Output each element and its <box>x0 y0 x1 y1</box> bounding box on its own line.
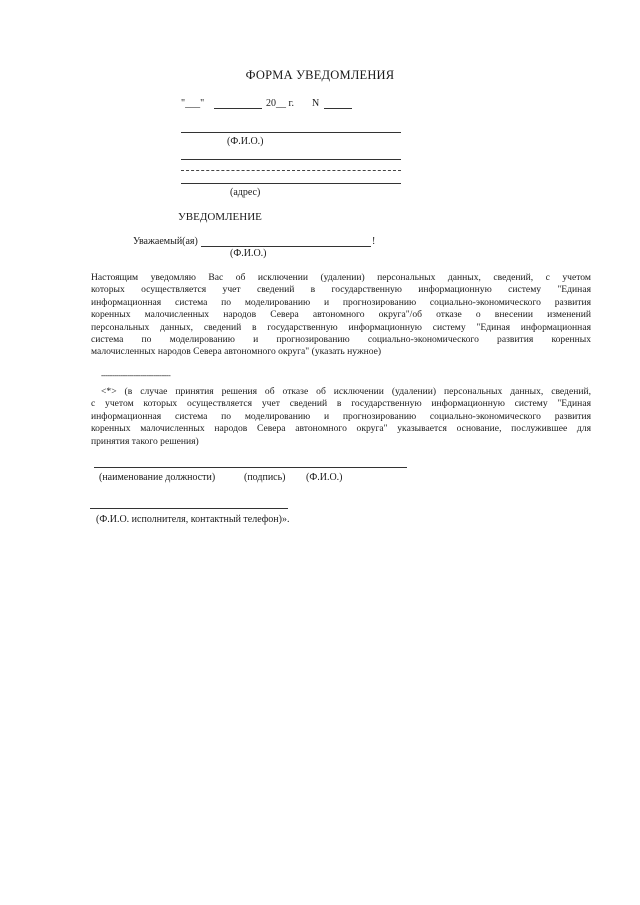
signature-line <box>94 467 407 468</box>
address-caption: (адрес) <box>230 187 261 198</box>
address-line-3 <box>181 183 401 184</box>
address-line-1 <box>181 159 401 160</box>
greeting-prefix: Уважаемый(ая) <box>133 236 198 247</box>
date-month-blank <box>214 108 262 109</box>
address-line-2 <box>181 170 401 171</box>
main-text-line: информационная система по моделированию и прогнозированию социально-экономического развития <box>91 296 591 308</box>
main-text-line: Настоящим уведомляю Вас об исключении (удалении) персональных данных, сведений, с учетом <box>91 272 591 283</box>
main-text-line: которых осуществляется учет сведений в государственную информационную систему "Единая <box>91 284 591 296</box>
footnote-text-line: с учетом которых осуществляется учет сведений в государственную информационную систему "Единая <box>91 398 591 410</box>
date-year: 20__ г. <box>266 98 294 109</box>
footnote-separator: -------------------------------- <box>101 371 171 380</box>
main-paragraph <box>91 272 591 359</box>
sign-caption: (подпись) <box>244 472 286 483</box>
signature-fio-caption: (Ф.И.О.) <box>306 472 343 483</box>
fio-caption: (Ф.И.О.) <box>227 136 264 147</box>
fio-line <box>181 132 401 133</box>
executor-caption: (Ф.И.О. исполнителя, контактный телефон)». <box>96 514 290 525</box>
greeting-suffix: ! <box>372 236 376 247</box>
greeting-fio-caption: (Ф.И.О.) <box>230 248 267 259</box>
form-title: ФОРМА УВЕДОМЛЕНИЯ <box>245 68 395 82</box>
greeting-blank <box>201 246 371 247</box>
number-blank <box>324 108 352 109</box>
main-text-line: коренных малочисленных народов Севера автономного округа"/об отказе о внесении изменений <box>91 309 591 321</box>
footnote-text-line: коренных малочисленных народов Севера автономного округа" указывается основание, послужившее для <box>91 423 591 435</box>
date-day: "___" <box>181 98 205 109</box>
number-label: N <box>312 98 320 109</box>
executor-line <box>90 508 288 509</box>
main-text-line: система по моделированию и прогнозированию социально-экономического развития коренных <box>91 334 591 346</box>
main-text-line: малочисленных народов Севера автономного округа" (указать нужное) <box>91 346 382 358</box>
notice-heading: УВЕДОМЛЕНИЕ <box>178 211 262 223</box>
footnote-text-line: информационная система по моделированию и прогнозированию социально-экономического развития <box>91 410 591 422</box>
footnote-paragraph <box>91 386 591 448</box>
footnote-text-line: <*> (в случае принятия решения об отказе об исключении (удалении) персональных данных, сведений, <box>101 386 591 397</box>
footnote-text-line: принятия такого решения) <box>91 435 199 447</box>
position-caption: (наименование должности) <box>99 472 216 483</box>
main-text-line: персональных данных, сведений в государственную информационную систему "Единая информационная <box>91 321 591 333</box>
